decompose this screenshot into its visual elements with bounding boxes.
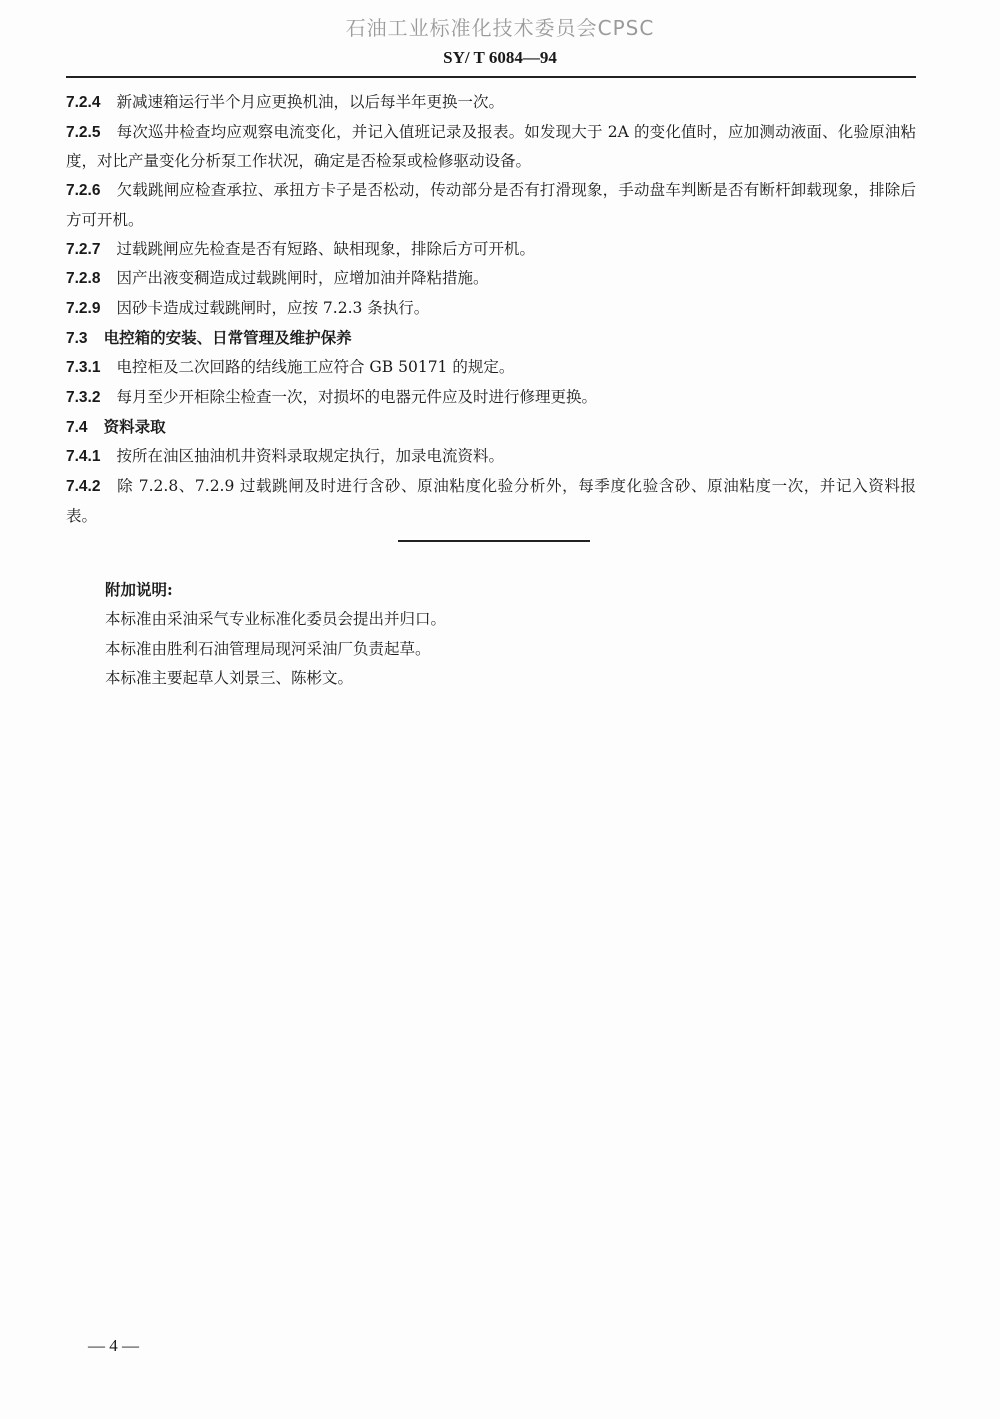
clause-text: 新减速箱运行半个月应更换机油，以后每半年更换一次。 [116,93,504,111]
clause-7-2-6 [66,176,916,234]
section-number: 7.4 [66,418,88,436]
clause-number: 7.2.9 [66,299,101,317]
clause-number: 7.4.2 [66,478,101,496]
header-divider [66,76,916,78]
clause-text: 每月至少开柜除尘检查一次，对损坏的电器元件应及时进行修理更换。 [116,388,597,407]
clause-number: 7.2.8 [66,270,101,288]
clause-text: 因砂卡造成过载跳闸时，应按 7.2.3 条执行。 [116,298,430,317]
clause-7-2-5 [66,118,916,176]
end-of-text-rule [398,540,590,542]
clause-number: 7.4.1 [66,448,101,466]
clause-number: 7.2.7 [66,240,101,258]
clause-text: 按所在油区抽油机井资料录取规定执行，加录电流资料。 [116,447,504,466]
clause-7-3-1 [66,353,916,383]
section-heading-7-4 [66,413,916,443]
clause-number: 7.2.5 [66,123,101,141]
clause-text: 欠载跳闸应检查承拉、承扭方卡子是否松动，传动部分是否有打滑现象，手动盘车判断是否有断杆卸载现象，排除后方可开机。 [66,181,916,229]
page-number: — 4 — [88,1336,139,1355]
header-watermark: 石油工业标准化技术委员会CPSC [345,16,655,40]
additional-notes [105,575,905,694]
clause-7-4-2 [66,472,916,530]
clause-text: 过载跳闸应先检查是否有短路、缺相现象，排除后方可开机。 [116,239,535,258]
clause-7-2-4 [66,88,916,118]
clause-text: 因产出液变稠造成过载跳闸时，应增加油并降粘措施。 [116,269,489,288]
clause-7-4-1 [66,442,916,472]
notes-title: 附加说明: [105,580,173,599]
clause-7-3-2 [66,383,916,413]
section-heading-7-3 [66,324,916,354]
notes-line: 本标准主要起草人刘景三、陈彬文。 [105,669,354,687]
clause-7-2-9 [66,294,916,324]
clause-number: 7.2.4 [66,94,101,111]
clause-7-2-8 [66,264,916,294]
notes-line: 本标准由采油采气专业标准化委员会提出并归口。 [105,610,447,628]
clause-number: 7.3.1 [66,359,101,377]
section-number: 7.3 [66,329,88,347]
clause-number: 7.2.6 [66,182,101,200]
clause-text: 每次巡井检查均应观察电流变化，并记入值班记录及报表。如发现大于 2A 的变化值时，应加测动液面、化验原油粘度，对比产量变化分析泵工作状况，确定是否检泵或检修驱动设备。 [66,122,916,171]
clause-text: 除 7.2.8、7.2.9 过载跳闸及时进行含砂、原油粘度化验分析外，每季度化验含砂、原油粘度一次，并记入资料报表。 [66,477,916,525]
clause-number: 7.3.2 [66,389,101,407]
clause-7-2-7 [66,235,916,265]
section-title: 电控箱的安装、日常管理及维护保养 [103,327,352,347]
notes-line: 本标准由胜利石油管理局现河采油厂负责起草。 [105,639,431,658]
body-content [66,88,916,531]
section-title: 资料录取 [103,416,166,436]
standard-code: SY/ T 6084—94 [443,48,557,67]
clause-text: 电控柜及二次回路的结线施工应符合 GB 50171 的规定。 [116,358,515,377]
